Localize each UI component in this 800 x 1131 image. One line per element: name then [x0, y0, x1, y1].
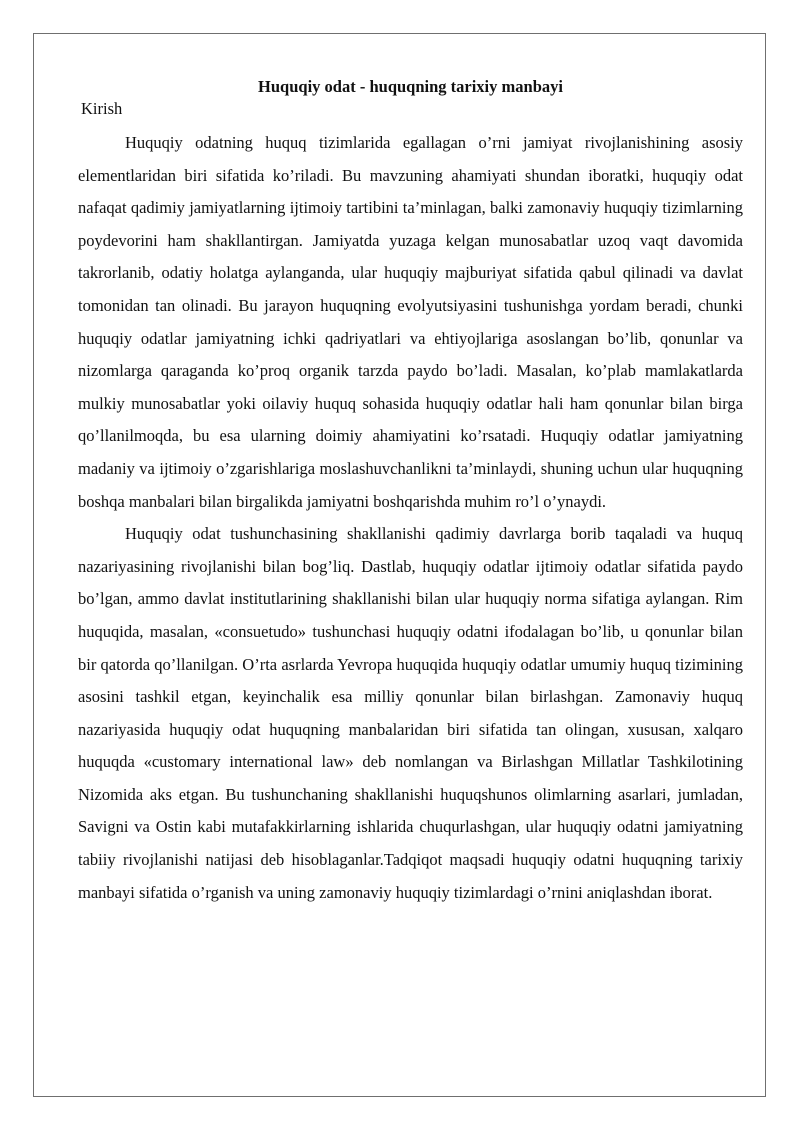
- section-heading: Kirish: [81, 99, 123, 118]
- document-title: Huquqiy odat - huquqning tarixiy manbayi: [258, 77, 563, 96]
- document-body: [78, 76, 743, 909]
- paragraph-history: Huquqiy odat tushunchasining shakllanishi qadimiy davrlarga borib taqaladi va huquq nazariyasining rivojlanishi bilan bog’liq. Dastlab, huquqiy odatlar ijtimoiy odatlar sifatida paydo bo’lgan, ammo davlat institutlarining shakllanishi bilan ular huquqiy norma sifatiga aylangan. Rim huquqida, masalan, «consuetudo» tushunchasi huquqiy odatni ifodalagan bo’lib, u qonunlar bilan bir qatorda qo’llanilgan. O’rta asrlarda Yevropa huquqida huquqiy odatlar umumiy huquq tizimining asosini tashkil etgan, keyinchalik esa milliy qonunlar bilan birlashgan. Zamonaviy huquq nazariyasida huquqiy odat huquqning manbalaridan biri sifatida tan olingan, xususan, xalqaro huquqda «customary international law» deb nomlangan va Birlashgan Millatlar Tashkilotining Nizomida aks etgan. Bu tushunchaning shakllanishi huquqshunos olimlarning asarlari, jumladan, Savigni va Ostin kabi mutafakkirlarning ishlarida chuqurlashgan, ular huquqiy odatni jamiyatning tabiiy rivojlanishi natijasi deb hisoblaganlar.Tadqiqot maqsadi huquqiy odatni huquqning tarixiy manbayi sifatida o’rganish va uning zamonaviy huquqiy tizimlardagi o’rnini aniqlashdan iborat.: [78, 524, 743, 902]
- paragraph-introduction: Huquqiy odatning huquq tizimlarida egallagan o’rni jamiyat rivojlanishining asosiy elementlaridan biri sifatida ko’riladi. Bu mavzuning ahamiyati shundan iboratki, huquqiy odat nafaqat qadimiy jamiyatlarning ijtimoiy tartibini ta’minlagan, balki zamonaviy huquqiy tizimlarning poydevorini ham shakllantirgan. Jamiyatda yuzaga kelgan munosabatlar uzoq vaqt davomida takrorlanib, odatiy holatga aylanganda, ular huquqiy majburiyat sifatida qabul qilinadi va davlat tomonidan tan olinadi. Bu jarayon huquqning evolyutsiyasini tushunishga yordam beradi, chunki huquqiy odatlar jamiyatning ichki qadriyatlari va ehtiyojlariga asoslangan bo’lib, qonunlar va nizomlarga qaraganda ko’proq organik tarzda paydo bo’ladi. Masalan, ko’plab mamlakatlarda mulkiy munosabatlar yoki oilaviy huquq sohasida huquqiy odatlar hali ham qonunlar bilan birga qo’llanilmoqda, bu esa ularning doimiy ahamiyatini ko’rsatadi. Huquqiy odatlar jamiyatning madaniy va ijtimoiy o’zgarishlariga moslashuvchanlikni ta’minlaydi, shuning uchun ular huquqning boshqa manbalari bilan birgalikda jamiyatni boshqarishda muhim ro’l o’ynaydi.: [78, 133, 743, 511]
